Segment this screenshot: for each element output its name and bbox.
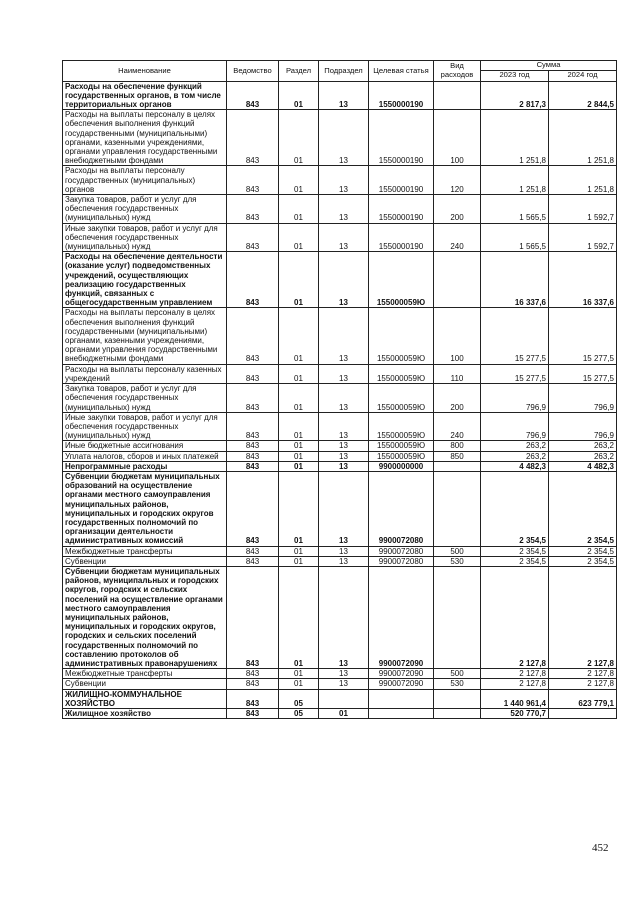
table-row <box>63 252 617 308</box>
cell-exp-type <box>434 709 481 719</box>
cell-name: Закупка товаров, работ и услуг для обеспечения государственных (муниципальных) нужд <box>63 384 227 413</box>
cell-exp-type <box>434 252 481 308</box>
cell-2023: 2 817,3 <box>481 81 549 110</box>
cell-subsection: 13 <box>319 566 369 668</box>
cell-subsection: 13 <box>319 679 369 689</box>
cell-2023: 4 482,3 <box>481 461 549 471</box>
cell-target: 9900072090 <box>369 669 434 679</box>
header-sum: Сумма <box>481 61 617 71</box>
cell-exp-type: 100 <box>434 110 481 166</box>
cell-target: 155000059Ю <box>369 441 434 451</box>
cell-subsection <box>319 689 369 708</box>
cell-2024: 263,2 <box>549 441 617 451</box>
cell-target: 1550000190 <box>369 81 434 110</box>
table-row <box>63 384 617 413</box>
cell-2023: 1 565,5 <box>481 195 549 224</box>
cell-subsection: 13 <box>319 81 369 110</box>
cell-section: 01 <box>279 471 319 546</box>
cell-name: ЖИЛИЩНО-КОММУНАЛЬНОЕ ХОЗЯЙСТВО <box>63 689 227 708</box>
cell-2023: 2 354,5 <box>481 546 549 556</box>
cell-exp-type: 200 <box>434 384 481 413</box>
cell-2024: 2 844,5 <box>549 81 617 110</box>
cell-2024: 263,2 <box>549 451 617 461</box>
cell-2023: 2 127,8 <box>481 669 549 679</box>
table-row <box>63 669 617 679</box>
table-row <box>63 689 617 708</box>
table-row <box>63 110 617 166</box>
cell-dept: 843 <box>227 252 279 308</box>
cell-target: 9900072080 <box>369 471 434 546</box>
cell-exp-type: 500 <box>434 546 481 556</box>
cell-name: Межбюджетные трансферты <box>63 546 227 556</box>
cell-dept: 843 <box>227 195 279 224</box>
cell-name: Межбюджетные трансферты <box>63 669 227 679</box>
cell-target <box>369 689 434 708</box>
cell-target: 1550000190 <box>369 166 434 195</box>
cell-subsection: 13 <box>319 110 369 166</box>
cell-target <box>369 709 434 719</box>
cell-target: 155000059Ю <box>369 384 434 413</box>
cell-dept: 843 <box>227 110 279 166</box>
cell-target: 155000059Ю <box>369 412 434 441</box>
table-row <box>63 364 617 383</box>
cell-dept: 843 <box>227 166 279 195</box>
cell-section: 01 <box>279 308 319 364</box>
cell-target: 9900072080 <box>369 556 434 566</box>
budget-table <box>62 60 617 719</box>
cell-dept: 843 <box>227 471 279 546</box>
table-row <box>63 556 617 566</box>
cell-name: Расходы на выплаты персоналу государственных (муниципальных) органов <box>63 166 227 195</box>
header-section: Раздел <box>279 61 319 82</box>
cell-2023: 2 354,5 <box>481 556 549 566</box>
cell-dept: 843 <box>227 679 279 689</box>
cell-2023: 1 251,8 <box>481 110 549 166</box>
cell-section: 01 <box>279 679 319 689</box>
cell-name: Расходы на выплаты персоналу в целях обеспечения выполнения функций государственными (муниципальными) органами, казенными учреждениями, органами управления государственными внебюджетными фондами <box>63 110 227 166</box>
cell-dept: 843 <box>227 364 279 383</box>
cell-2024: 2 354,5 <box>549 471 617 546</box>
cell-dept: 843 <box>227 566 279 668</box>
cell-dept: 843 <box>227 384 279 413</box>
cell-exp-type: 530 <box>434 556 481 566</box>
table-row <box>63 412 617 441</box>
cell-name: Субвенции <box>63 556 227 566</box>
cell-2023: 1 565,5 <box>481 223 549 252</box>
table-row <box>63 451 617 461</box>
cell-exp-type <box>434 689 481 708</box>
cell-2023: 15 277,5 <box>481 308 549 364</box>
cell-exp-type <box>434 461 481 471</box>
cell-section: 01 <box>279 364 319 383</box>
cell-subsection: 13 <box>319 195 369 224</box>
budget-table-wrapper <box>62 60 616 719</box>
cell-name: Закупка товаров, работ и услуг для обеспечения государственных (муниципальных) нужд <box>63 195 227 224</box>
cell-name: Расходы на выплаты персоналу казенных учреждений <box>63 364 227 383</box>
table-row <box>63 546 617 556</box>
table-row <box>63 308 617 364</box>
cell-name: Субвенции бюджетам муниципальных районов, муниципальных и городских округов, городских и сельских поселений на осуществление органами местного самоуправления муниципальных районов, муниципальных и городских округов, городских и сельских поселений государственных полномочий по составлению протоколов об административных правонарушениях <box>63 566 227 668</box>
cell-name: Иные закупки товаров, работ и услуг для обеспечения государственных (муниципальных) нужд <box>63 223 227 252</box>
cell-name: Расходы на обеспечение функций государственных органов, в том числе территориальных органов <box>63 81 227 110</box>
cell-target: 1550000190 <box>369 223 434 252</box>
cell-target: 1550000190 <box>369 110 434 166</box>
cell-section: 01 <box>279 252 319 308</box>
cell-name: Субвенции бюджетам муниципальных образований на осуществление органами местного самоуправления муниципальных районов, муниципальных и городских округов государственных полномочий по организации деятельности административных комиссий <box>63 471 227 546</box>
cell-subsection: 01 <box>319 709 369 719</box>
cell-section: 01 <box>279 556 319 566</box>
cell-section: 01 <box>279 441 319 451</box>
cell-section: 01 <box>279 166 319 195</box>
table-row <box>63 81 617 110</box>
cell-exp-type: 800 <box>434 441 481 451</box>
cell-2024: 796,9 <box>549 412 617 441</box>
cell-exp-type: 850 <box>434 451 481 461</box>
cell-target: 155000059Ю <box>369 451 434 461</box>
table-row <box>63 223 617 252</box>
cell-name: Жилищное хозяйство <box>63 709 227 719</box>
cell-2024: 623 779,1 <box>549 689 617 708</box>
cell-dept: 843 <box>227 308 279 364</box>
cell-2024 <box>549 709 617 719</box>
cell-2023: 796,9 <box>481 412 549 441</box>
table-row <box>63 461 617 471</box>
cell-2024: 2 354,5 <box>549 546 617 556</box>
table-row <box>63 471 617 546</box>
cell-target: 9900072090 <box>369 679 434 689</box>
header-name: Наименование <box>63 61 227 82</box>
cell-2023: 796,9 <box>481 384 549 413</box>
cell-2024: 1 592,7 <box>549 223 617 252</box>
cell-2024: 1 251,8 <box>549 110 617 166</box>
cell-target: 155000059Ю <box>369 308 434 364</box>
cell-dept: 843 <box>227 412 279 441</box>
cell-name: Непрограммные расходы <box>63 461 227 471</box>
page-number: 452 <box>592 842 609 854</box>
header-year-2023: 2023 год <box>481 70 549 81</box>
cell-2023: 520 770,7 <box>481 709 549 719</box>
cell-section: 01 <box>279 110 319 166</box>
cell-section: 01 <box>279 566 319 668</box>
cell-2024: 4 482,3 <box>549 461 617 471</box>
cell-2024: 15 277,5 <box>549 308 617 364</box>
cell-subsection: 13 <box>319 556 369 566</box>
table-row <box>63 679 617 689</box>
cell-subsection: 13 <box>319 308 369 364</box>
cell-section: 01 <box>279 546 319 556</box>
cell-subsection: 13 <box>319 223 369 252</box>
cell-name: Иные бюджетные ассигнования <box>63 441 227 451</box>
cell-dept: 843 <box>227 689 279 708</box>
cell-2024: 1 251,8 <box>549 166 617 195</box>
cell-subsection: 13 <box>319 441 369 451</box>
cell-2024: 796,9 <box>549 384 617 413</box>
cell-dept: 843 <box>227 81 279 110</box>
cell-subsection: 13 <box>319 412 369 441</box>
cell-section: 01 <box>279 461 319 471</box>
cell-exp-type <box>434 81 481 110</box>
cell-2024: 2 354,5 <box>549 556 617 566</box>
cell-exp-type: 500 <box>434 669 481 679</box>
cell-name: Расходы на выплаты персоналу в целях обеспечения выполнения функций государственными (муниципальными) органами, казенными учреждениями, органами управления государственными внебюджетными фондами <box>63 308 227 364</box>
table-header <box>63 61 617 82</box>
cell-dept: 843 <box>227 223 279 252</box>
header-dept: Ведомство <box>227 61 279 82</box>
cell-name: Расходы на обеспечение деятельности (оказание услуг) подведомственных учреждений, осуществляющих реализацию государственных функций, связанных с общегосударственным управлением <box>63 252 227 308</box>
cell-2023: 1 440 961,4 <box>481 689 549 708</box>
table-row <box>63 166 617 195</box>
cell-section: 01 <box>279 384 319 413</box>
cell-dept: 843 <box>227 669 279 679</box>
cell-section: 01 <box>279 669 319 679</box>
cell-exp-type: 120 <box>434 166 481 195</box>
cell-exp-type: 530 <box>434 679 481 689</box>
cell-exp-type <box>434 471 481 546</box>
cell-target: 9900072080 <box>369 546 434 556</box>
cell-section: 01 <box>279 81 319 110</box>
cell-subsection: 13 <box>319 384 369 413</box>
header-year-2024: 2024 год <box>549 70 617 81</box>
cell-2024: 2 127,8 <box>549 669 617 679</box>
cell-subsection: 13 <box>319 546 369 556</box>
cell-subsection: 13 <box>319 461 369 471</box>
cell-dept: 843 <box>227 709 279 719</box>
cell-subsection: 13 <box>319 451 369 461</box>
cell-2024: 15 277,5 <box>549 364 617 383</box>
cell-target: 9900000000 <box>369 461 434 471</box>
cell-section: 05 <box>279 689 319 708</box>
header-subsection: Подраздел <box>319 61 369 82</box>
cell-exp-type <box>434 566 481 668</box>
cell-target: 9900072090 <box>369 566 434 668</box>
cell-dept: 843 <box>227 461 279 471</box>
cell-2024: 1 592,7 <box>549 195 617 224</box>
cell-section: 01 <box>279 412 319 441</box>
cell-2023: 2 127,8 <box>481 679 549 689</box>
cell-subsection: 13 <box>319 252 369 308</box>
cell-exp-type: 110 <box>434 364 481 383</box>
cell-dept: 843 <box>227 441 279 451</box>
cell-exp-type: 100 <box>434 308 481 364</box>
cell-target: 1550000190 <box>369 195 434 224</box>
cell-section: 01 <box>279 451 319 461</box>
cell-name: Уплата налогов, сборов и иных платежей <box>63 451 227 461</box>
cell-subsection: 13 <box>319 669 369 679</box>
cell-section: 01 <box>279 223 319 252</box>
cell-subsection: 13 <box>319 364 369 383</box>
cell-exp-type: 200 <box>434 195 481 224</box>
cell-subsection: 13 <box>319 471 369 546</box>
cell-2023: 15 277,5 <box>481 364 549 383</box>
cell-2023: 263,2 <box>481 441 549 451</box>
cell-exp-type: 240 <box>434 412 481 441</box>
cell-2023: 2 354,5 <box>481 471 549 546</box>
cell-dept: 843 <box>227 451 279 461</box>
cell-2023: 263,2 <box>481 451 549 461</box>
table-body <box>63 81 617 719</box>
table-row <box>63 709 617 719</box>
header-target: Целевая статья <box>369 61 434 82</box>
cell-2023: 1 251,8 <box>481 166 549 195</box>
cell-dept: 843 <box>227 546 279 556</box>
cell-2024: 2 127,8 <box>549 679 617 689</box>
cell-exp-type: 240 <box>434 223 481 252</box>
cell-2023: 2 127,8 <box>481 566 549 668</box>
cell-name: Иные закупки товаров, работ и услуг для обеспечения государственных (муниципальных) нужд <box>63 412 227 441</box>
cell-subsection: 13 <box>319 166 369 195</box>
table-row <box>63 441 617 451</box>
cell-section: 05 <box>279 709 319 719</box>
table-row <box>63 195 617 224</box>
cell-dept: 843 <box>227 556 279 566</box>
cell-2024: 16 337,6 <box>549 252 617 308</box>
header-exp-type: Вид расходов <box>434 61 481 82</box>
cell-2024: 2 127,8 <box>549 566 617 668</box>
cell-target: 155000059Ю <box>369 252 434 308</box>
cell-target: 155000059Ю <box>369 364 434 383</box>
table-row <box>63 566 617 668</box>
cell-name: Субвенции <box>63 679 227 689</box>
cell-2023: 16 337,6 <box>481 252 549 308</box>
cell-section: 01 <box>279 195 319 224</box>
